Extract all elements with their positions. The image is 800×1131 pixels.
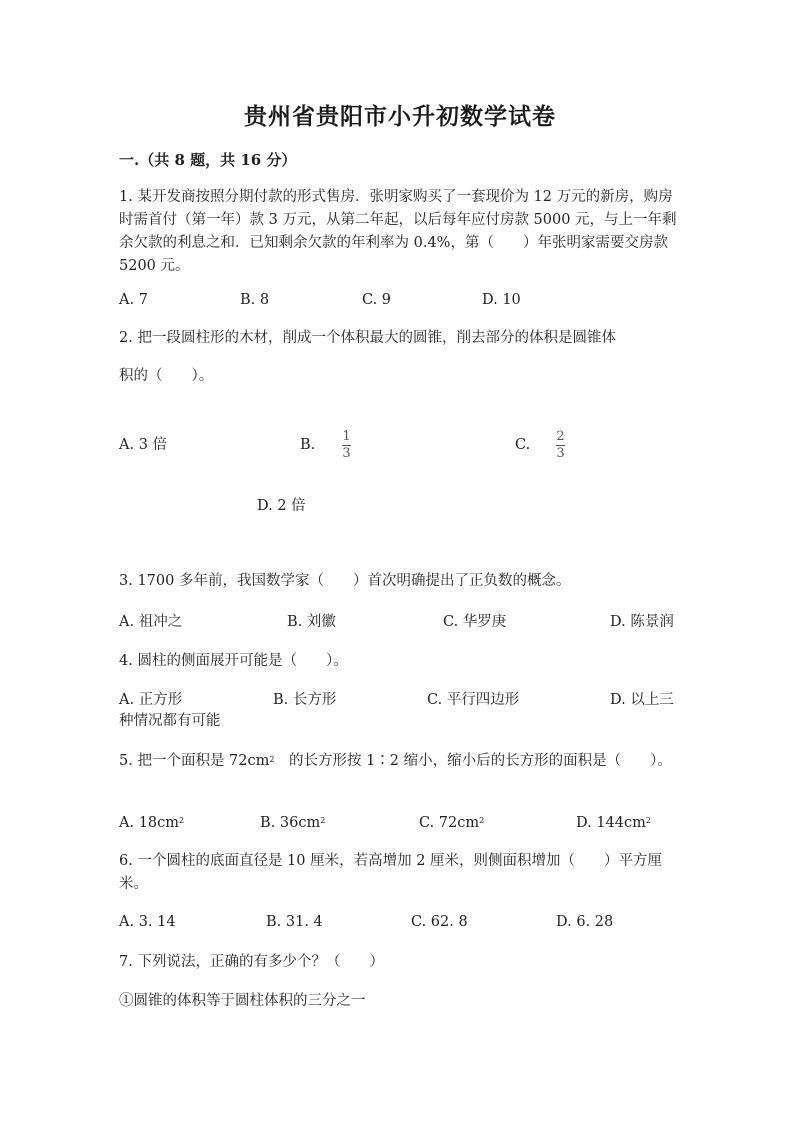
question-1-stem: 1. 某开发商按照分期付款的形式售房．张明家购买了一套现价为 12 万元的新房，购房时需首付（第一年）款 3 万元，从第二年起，以后每年应付房款 5000 元，与上一年剩余欠款的利息之和．已知剩余欠款的年利率为 0.4%，第（ ）年张明家需要交房款 5200 元。 [119,189,677,274]
fraction-numerator: 2 [556,429,565,444]
q4-option-c: C. 平行四边形 [427,692,520,708]
q5-stem-start: 5. 把一个面积是 72cm [119,753,270,769]
q2-option-d: D. 2 倍 [257,498,306,514]
section-heading: 一.（共 8 题，共 16 分） [119,151,297,169]
question-7-item-1: ①圆锥的体积等于圆柱体积的三分之一 [119,993,366,1009]
q5-option-b [260,812,325,834]
q4-option-d-continued: 种情况都有可能 [119,713,221,729]
q3-option-c: C. 华罗庚 [443,614,507,630]
q5-option-c-superscript: 2 [479,816,485,825]
question-2-stem-line2: 积的（ ）。 [119,368,214,384]
q5-option-c [419,812,484,834]
q6-option-c: C. 62. 8 [411,914,468,930]
q2-option-b-fraction [342,430,351,461]
q5-option-c-text: C. 72cm [419,815,480,831]
q3-option-a: A. 祖冲之 [119,614,183,630]
q1-option-b: B. 8 [240,292,270,308]
q5-option-a-text: A. 18cm [119,815,180,831]
q5-option-d [576,812,651,834]
q5-option-a [119,812,184,834]
q4-option-a: A. 正方形 [119,692,183,708]
q3-option-d: D. 陈景润 [610,614,674,630]
q6-option-b: B. 31. 4 [266,914,323,930]
fraction-numerator: 1 [342,429,351,444]
q6-option-d: D. 6. 28 [556,914,614,930]
question-6-stem: 6. 一个圆柱的底面直径是 10 厘米，若高增加 2 厘米，则侧面积增加（ ）平方厘米。 [119,853,663,892]
q1-option-c: C. 9 [362,292,392,308]
q5-stem-end: 的长方形按 1∶2 缩小，缩小后的长方形的面积是（ ）。 [274,753,672,769]
q5-option-d-superscript: 2 [645,816,651,825]
q2-option-b-label: B. [300,437,316,453]
question-3-stem: 3. 1700 多年前，我国数学家（ ）首次明确提出了正负数的概念。 [119,573,571,589]
q5-option-b-text: B. 36cm [260,815,321,831]
fraction-denominator: 3 [342,446,351,461]
question-7-stem: 7. 下列说法，正确的有多少个？（ ） [119,954,384,970]
q2-option-a: A. 3 倍 [119,437,168,453]
q5-option-a-superscript: 2 [179,816,185,825]
q1-option-a: A. 7 [119,292,148,308]
q1-option-d: D. 10 [482,292,521,308]
question-2-stem-line1: 2. 把一段圆柱形的木材，削成一个体积最大的圆锥，削去部分的体积是圆锥体 [119,330,616,346]
q2-option-c-fraction [556,430,565,461]
q5-stem-superscript: 2 [269,755,275,764]
q5-option-b-superscript: 2 [320,816,326,825]
q4-option-d: D. 以上三 [610,692,674,708]
q6-option-a: A. 3. 14 [119,914,176,930]
exam-title: 贵州省贵阳市小升初数学试卷 [244,103,556,130]
q5-option-d-text: D. 144cm [576,815,646,831]
q2-option-c-label: C. [515,437,531,453]
question-4-stem: 4. 圆柱的侧面展开可能是（ ）。 [119,653,348,669]
q3-option-b: B. 刘徽 [287,614,336,630]
question-5-stem [119,750,681,773]
q4-option-b: B. 长方形 [273,692,337,708]
fraction-denominator: 3 [556,446,565,461]
